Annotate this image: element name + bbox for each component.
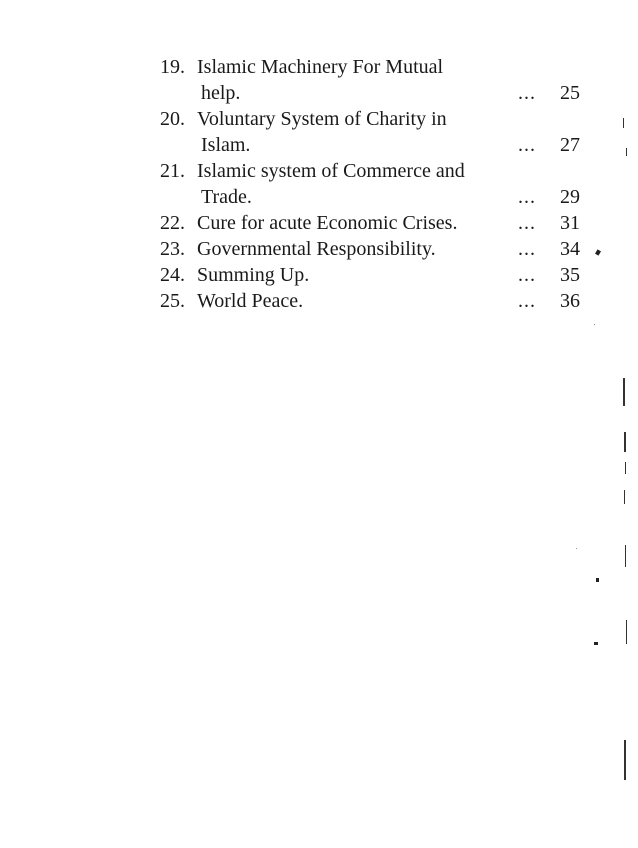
page-number: 31 xyxy=(560,212,580,234)
leader-dots: ... xyxy=(518,238,536,260)
scan-speck xyxy=(594,324,595,325)
entry-number: 21. xyxy=(160,160,185,182)
entry-number: 20. xyxy=(160,108,185,130)
scan-mark xyxy=(623,118,624,128)
scan-mark xyxy=(626,148,627,156)
leader-dots: ... xyxy=(518,82,536,104)
entry-title: Governmental Responsibility. xyxy=(197,238,436,260)
scan-mark xyxy=(624,432,626,452)
page-number: 25 xyxy=(560,82,580,104)
entry-title-continued: help. xyxy=(201,82,241,104)
leader-dots: ... xyxy=(518,212,536,234)
leader-dots: ... xyxy=(518,264,536,286)
entry-title-continued: Islam. xyxy=(201,134,251,156)
entry-number: 23. xyxy=(160,238,185,260)
scan-speck xyxy=(594,642,598,645)
entry-number: 19. xyxy=(160,56,185,78)
page-number: 35 xyxy=(560,264,580,286)
page-number: 36 xyxy=(560,290,580,312)
scan-mark xyxy=(623,378,625,406)
entry-title-continued: Trade. xyxy=(201,186,252,208)
page-number: 27 xyxy=(560,134,580,156)
scan-mark xyxy=(625,462,626,474)
entry-title: World Peace. xyxy=(197,290,304,312)
scan-speck xyxy=(576,548,577,549)
page-number: 34 xyxy=(560,238,580,260)
scan-speck xyxy=(595,249,601,255)
scan-mark xyxy=(626,620,627,644)
leader-dots: ... xyxy=(518,290,536,312)
entry-number: 25. xyxy=(160,290,185,312)
entry-title: Cure for acute Economic Crises. xyxy=(197,212,458,234)
entry-number: 24. xyxy=(160,264,185,286)
scan-speck xyxy=(596,578,599,582)
leader-dots: ... xyxy=(518,186,536,208)
page-number: 29 xyxy=(560,186,580,208)
entry-title: Islamic Machinery For Mutual xyxy=(197,56,444,78)
scan-mark xyxy=(624,490,625,504)
entry-title: Islamic system of Commerce and xyxy=(197,160,465,182)
scan-mark xyxy=(624,740,626,780)
entry-title: Summing Up. xyxy=(197,264,310,286)
scan-mark xyxy=(625,545,626,567)
entry-title: Voluntary System of Charity in xyxy=(197,108,447,130)
leader-dots: ... xyxy=(518,134,536,156)
entry-number: 22. xyxy=(160,212,185,234)
